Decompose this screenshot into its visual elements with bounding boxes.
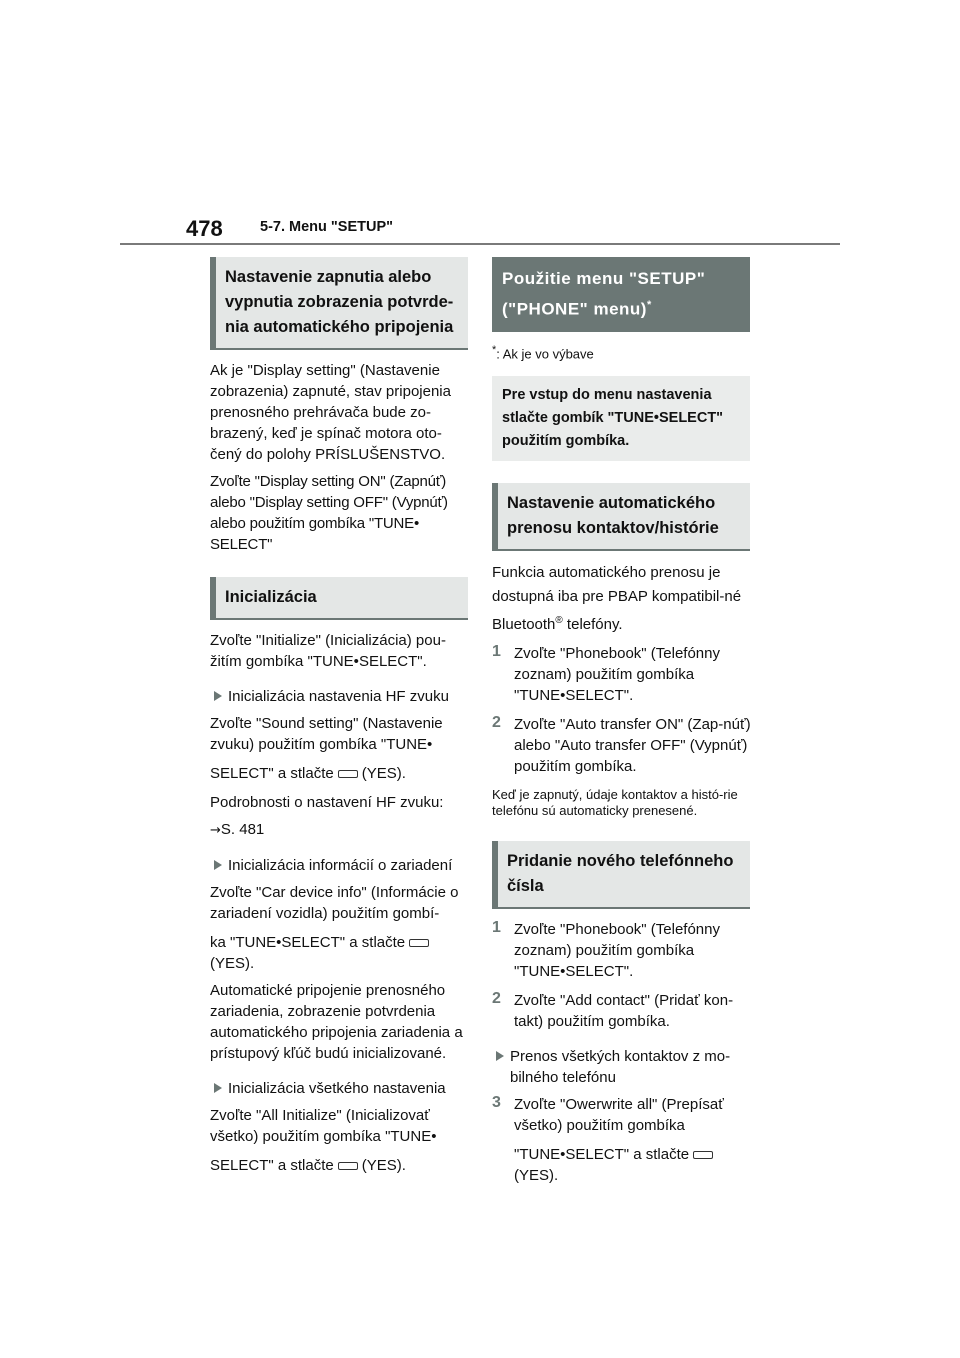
- bullet-text: Inicializácia informácií o zariadení: [228, 857, 453, 874]
- text: (YES).: [361, 1157, 406, 1174]
- text: SELECT" a stlačte: [210, 1157, 334, 1174]
- paragraph: Zvoľte "Car device info" (Informácie o zariadení vozidla) použitím gombí-: [210, 884, 459, 922]
- button-glyph-icon: [693, 1151, 713, 1159]
- triangle-bullet-icon: [214, 691, 222, 701]
- paragraph: Zvoľte "All Initialize" (Inicializovať všetko) použitím gombíka "TUNE•: [210, 1107, 437, 1145]
- heading-initialize: Inicializácia: [210, 577, 468, 620]
- text: ka "TUNE•SELECT" a stlačte: [210, 934, 406, 951]
- text: SELECT" a stlačte: [210, 765, 334, 782]
- step-item: [492, 1094, 752, 1136]
- button-glyph-icon: [338, 770, 358, 778]
- text: : Ak je vo výbave: [496, 345, 594, 361]
- step-text: Zvoľte "Phonebook" (Telefónny zoznam) použitím gombíka "TUNE•SELECT".: [514, 920, 720, 980]
- asterisk: *: [646, 299, 652, 311]
- bullet-text: Prenos všetkých kontaktov z mo-bilného telefónu: [510, 1047, 731, 1086]
- arrow-icon: →: [210, 823, 221, 838]
- step-text: Zvoľte "Add contact" (Pridať kon-takt) použitím gombíka.: [514, 991, 734, 1030]
- triangle-bullet-icon: [214, 1083, 222, 1093]
- step-number: 1: [492, 918, 501, 936]
- button-glyph-icon: [338, 1162, 358, 1170]
- right-column: [492, 257, 752, 1186]
- paragraph: Zvoľte "Initialize" (Inicializácia) pou-žitím gombíka "TUNE•SELECT".: [210, 632, 446, 670]
- bullet-text: Inicializácia všetkého nastavenia: [228, 1080, 446, 1097]
- footnote: [492, 342, 752, 362]
- bullet-item: [210, 855, 470, 876]
- step-number: 3: [492, 1093, 501, 1111]
- text: "TUNE•SELECT" a stlačte: [514, 1145, 690, 1163]
- page-reference: [210, 819, 470, 841]
- bullet-item: [210, 686, 470, 707]
- text: S. 481: [220, 821, 265, 838]
- paragraph: [210, 763, 470, 784]
- paragraph: Podrobnosti o nastavení HF zvuku:: [210, 794, 444, 811]
- text: (YES).: [210, 955, 255, 972]
- paragraph: [492, 561, 752, 637]
- paragraph: Zvoľte "Display setting ON" (Zapnúť) alebo "Display setting OFF" (Vypnúť) alebo použitím gombíka "TUNE• SELECT": [210, 473, 448, 553]
- paragraph: [210, 932, 470, 974]
- step-item: [492, 714, 752, 777]
- step-item: [492, 919, 752, 982]
- paragraph: [210, 1155, 470, 1176]
- text: Použitie menu "SETUP" ("PHONE" menu): [502, 269, 706, 319]
- bullet-item: [210, 1078, 470, 1099]
- asterisk: *: [492, 343, 497, 356]
- step-text: Zvoľte "Phonebook" (Telefónny zoznam) použitím gombíka "TUNE•SELECT".: [514, 644, 720, 704]
- text: (YES).: [514, 1166, 559, 1184]
- triangle-bullet-icon: [496, 1051, 504, 1061]
- step-text: Zvoľte "Auto transfer ON" (Zap-núť) alebo "Auto transfer OFF" (Vypnúť) použitím gombíka.: [514, 715, 751, 775]
- paragraph: Zvoľte "Sound setting" (Nastavenie zvuku) použitím gombíka "TUNE•: [210, 715, 443, 753]
- step-item: [492, 990, 752, 1032]
- paragraph: Automatické pripojenie prenosného zariadenia, zobrazenie potvrdenia automatického pripojenia zariadenia a prístupový kľúč budú inicializované.: [210, 982, 463, 1062]
- heading-setup-phone-menu: [492, 257, 750, 332]
- step-item: [492, 643, 752, 706]
- header-rule: [120, 243, 840, 245]
- heading-auto-transfer: Nastavenie automatického prenosu kontaktov/histórie: [492, 483, 750, 551]
- text: Funkcia automatického prenosu je dostupná iba pre PBAP kompatibil-né Bluetooth: [492, 563, 742, 633]
- step-number: 1: [492, 642, 501, 660]
- registered-mark: ®: [555, 614, 563, 626]
- page-number: 478: [186, 216, 223, 241]
- info-box: Pre vstup do menu nastavenia stlačte gombík "TUNE•SELECT" použitím gombíka.: [492, 376, 750, 461]
- step-text: Zvoľte "Owerwrite all" (Prepísať všetko) použitím gombíka: [514, 1095, 724, 1134]
- left-column: [210, 257, 470, 1176]
- text: telefóny.: [562, 615, 623, 633]
- heading-add-number: Pridanie nového telefónneho čísla: [492, 841, 750, 909]
- bullet-item: [492, 1046, 752, 1088]
- paragraph: [492, 1144, 752, 1186]
- button-glyph-icon: [409, 939, 429, 947]
- text: (YES).: [361, 765, 406, 782]
- triangle-bullet-icon: [214, 860, 222, 870]
- step-number: 2: [492, 713, 501, 731]
- step-number: 2: [492, 989, 501, 1007]
- heading-display-setting: Nastavenie zapnutia alebo vypnutia zobrazenia potvrde-nia automatického pripojenia: [210, 257, 468, 350]
- section-title: 5-7. Menu "SETUP": [260, 219, 393, 235]
- paragraph: Ak je "Display setting" (Nastavenie zobrazenia) zapnuté, stav pripojenia prenosného prehrávača bude zo-brazený, keď je spínač motora oto-čený do polohy PRÍSLUŠENSTVO.: [210, 362, 451, 463]
- bullet-text: Inicializácia nastavenia HF zvuku: [228, 688, 449, 705]
- note: Keď je zapnutý, údaje kontaktov a histó-rie telefónu sú automaticky prenesené.: [492, 786, 738, 818]
